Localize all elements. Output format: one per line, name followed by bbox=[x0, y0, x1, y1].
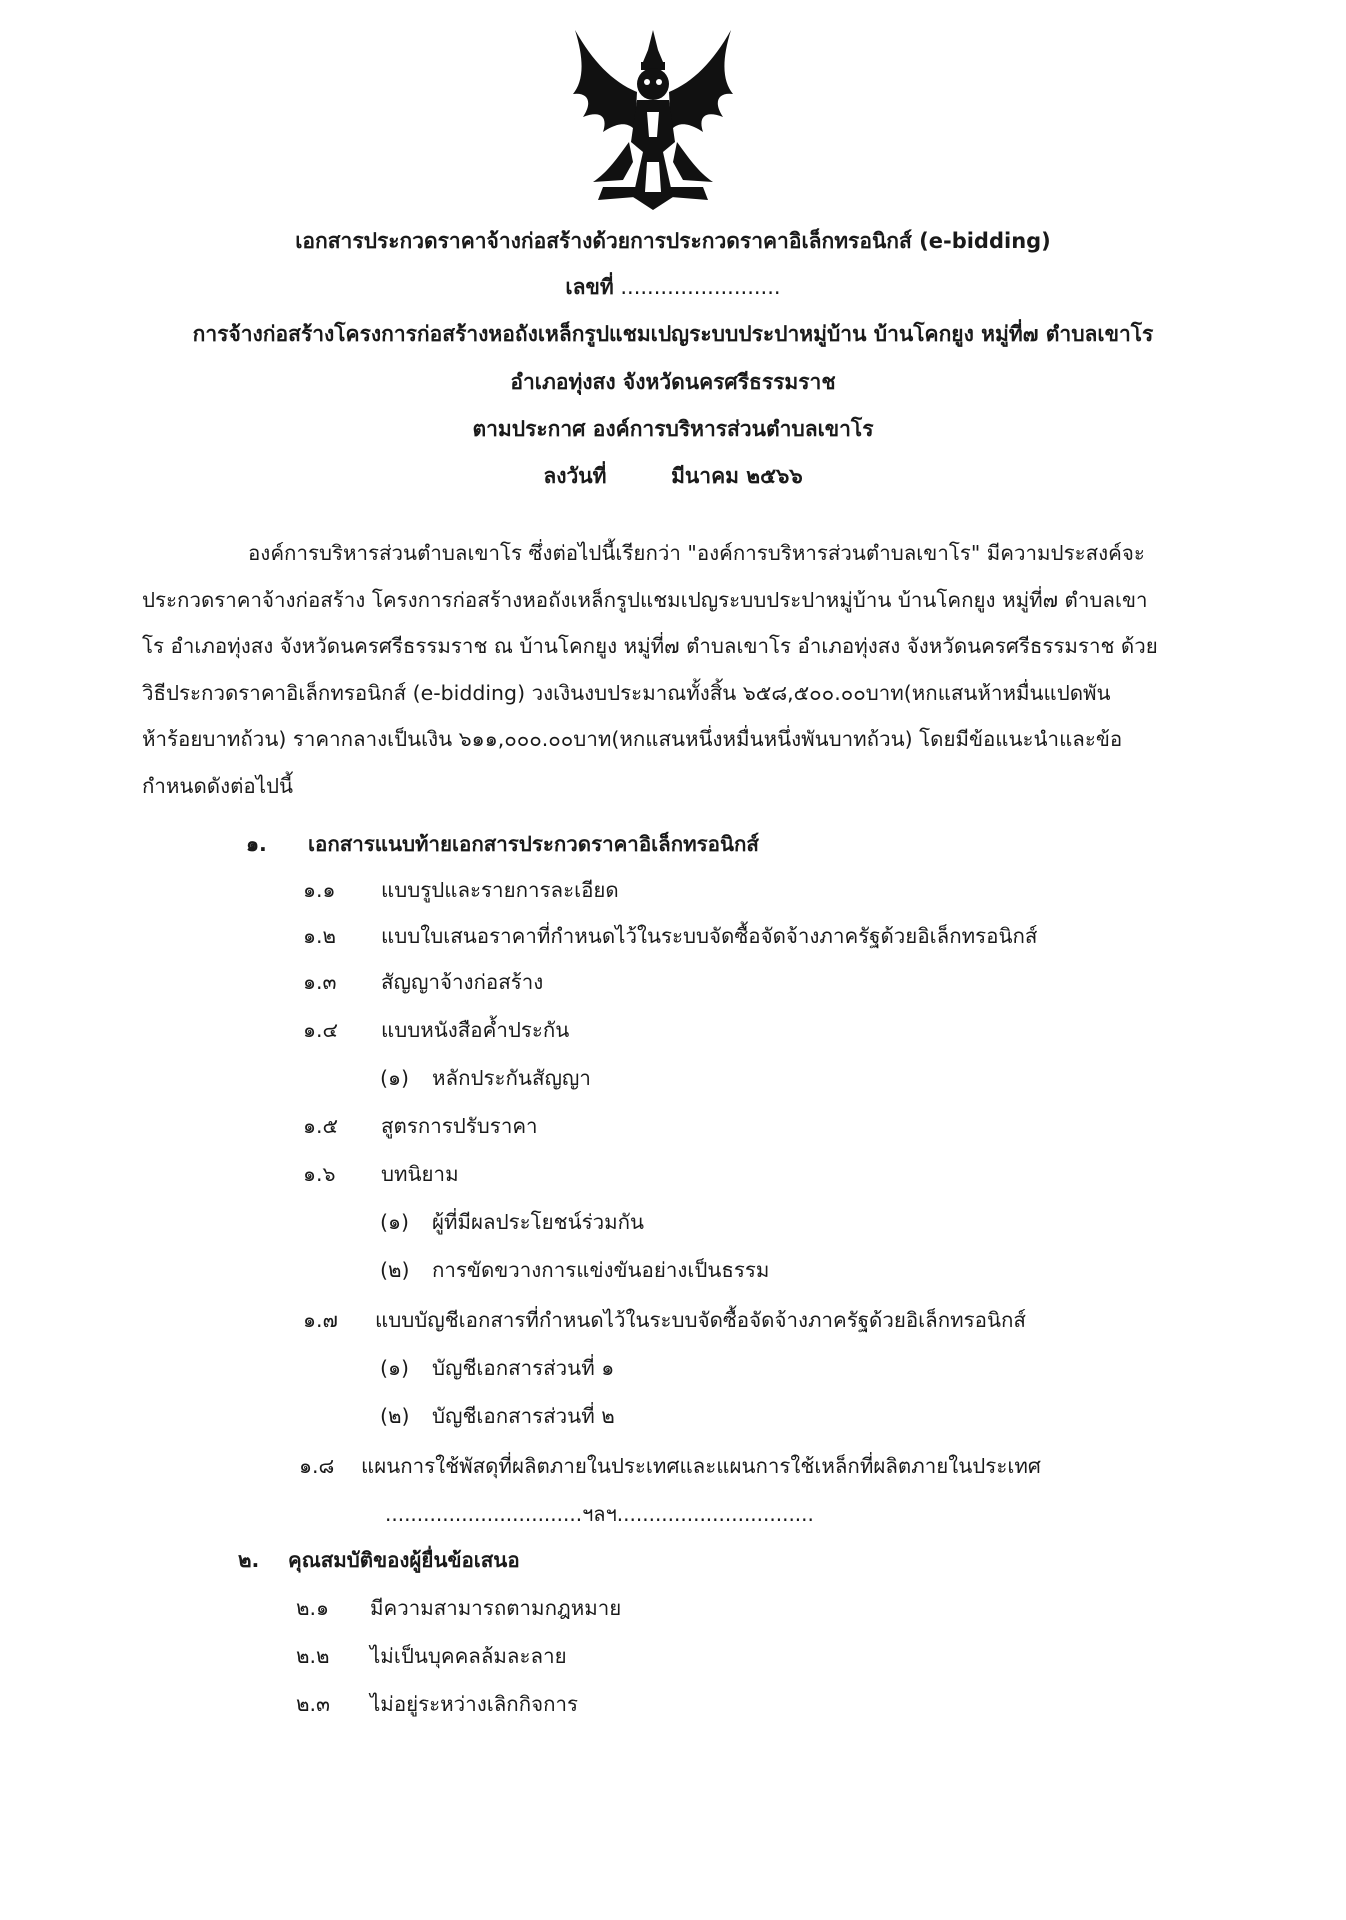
item-text: การขัดขวางการแข่งขันอย่างเป็นธรรม bbox=[432, 1258, 770, 1282]
item-text: บทนิยาม bbox=[381, 1162, 459, 1186]
item-number: ๑.๗ bbox=[303, 1308, 338, 1332]
item-text: ไม่อยู่ระหว่างเลิกกิจการ bbox=[370, 1692, 579, 1716]
announcement-date bbox=[0, 460, 1346, 493]
date-label: ลงวันที่ bbox=[543, 464, 607, 488]
date-value: มีนาคม ๒๕๖๖ bbox=[671, 464, 803, 488]
item-text: แบบรูปและรายการละเอียด bbox=[381, 878, 619, 902]
item-number: ๑.๘ bbox=[299, 1454, 335, 1478]
section-title: คุณสมบัติของผู้ยื่นข้อเสนอ bbox=[288, 1548, 520, 1572]
item-number: ๑.๖ bbox=[303, 1162, 336, 1186]
document-title: เอกสารประกวดราคาจ้างก่อสร้างด้วยการประกวดราคาอิเล็กทรอนิกส์ (e-bidding) bbox=[295, 229, 1051, 253]
section-number: ๑. bbox=[246, 832, 267, 856]
item-number: (๒) bbox=[380, 1404, 410, 1428]
section-title: เอกสารแนบท้ายเอกสารประกวดราคาอิเล็กทรอนิกส์ bbox=[308, 832, 759, 856]
item-text: มีความสามารถตามกฎหมาย bbox=[370, 1596, 622, 1620]
item-text: แบบหนังสือค้ำประกัน bbox=[381, 1018, 570, 1042]
item-number: ๑.๑ bbox=[303, 878, 336, 902]
project-title-line1: การจ้างก่อสร้างโครงการก่อสร้างหอถังเหล็กรูปแชมเปญระบบประปาหมู่บ้าน บ้านโคกยูง หมู่ที่๗ ตำบลเขาโร bbox=[192, 322, 1154, 346]
item-number: ๑.๔ bbox=[303, 1018, 339, 1042]
item-number: ๒.๑ bbox=[296, 1596, 330, 1620]
project-title-line2: อำเภอทุ่งสง จังหวัดนครศรีธรรมราช bbox=[510, 370, 836, 394]
document-number bbox=[0, 271, 1346, 304]
item-text: ผู้ที่มีผลประโยชน์ร่วมกัน bbox=[432, 1210, 645, 1234]
item-text: หลักประกันสัญญา bbox=[432, 1066, 591, 1090]
item-number: ๒.๓ bbox=[296, 1692, 331, 1716]
item-number: (๑) bbox=[380, 1066, 410, 1090]
intro-paragraph bbox=[142, 530, 1182, 809]
etc-line: ...............................ฯลฯ............................... bbox=[385, 1502, 814, 1526]
item-text: สูตรการปรับราคา bbox=[381, 1114, 538, 1138]
item-number: ๑.๕ bbox=[303, 1114, 339, 1138]
item-text: แบบบัญชีเอกสารที่กำหนดไว้ในระบบจัดซื้อจัดจ้างภาครัฐด้วยอิเล็กทรอนิกส์ bbox=[375, 1308, 1026, 1332]
item-text: แผนการใช้พัสดุที่ผลิตภายในประเทศและแผนการใช้เหล็กที่ผลิตภายในประเทศ bbox=[361, 1454, 1041, 1478]
intro-line: องค์การบริหารส่วนตำบลเขาโร ซึ่งต่อไปนี้เรียกว่า "องค์การบริหารส่วนตำบลเขาโร" มีความประสงค์จะ bbox=[248, 541, 1145, 565]
item-text: แบบใบเสนอราคาที่กำหนดไว้ในระบบจัดซื้อจัดจ้างภาครัฐด้วยอิเล็กทรอนิกส์ bbox=[381, 924, 1038, 948]
item-number: ๒.๒ bbox=[296, 1644, 330, 1668]
intro-line: ห้าร้อยบาทถ้วน) ราคากลางเป็นเงิน ๖๑๑,๐๐๐.๐๐บาท(หกแสนหนึ่งหมื่นหนึ่งพันบาทถ้วน) โดยมีข้อแนะนำและข้อ bbox=[142, 727, 1123, 751]
item-number: ๑.๒ bbox=[303, 924, 337, 948]
item-number: (๑) bbox=[380, 1210, 410, 1234]
item-text: บัญชีเอกสารส่วนที่ ๑ bbox=[432, 1356, 615, 1380]
announcement-line: ตามประกาศ องค์การบริหารส่วนตำบลเขาโร bbox=[472, 417, 874, 441]
item-text: สัญญาจ้างก่อสร้าง bbox=[381, 970, 544, 994]
intro-line: ประกวดราคาจ้างก่อสร้าง โครงการก่อสร้างหอถังเหล็กรูปแชมเปญระบบประปาหมู่บ้าน บ้านโคกยูง หมู่ที่๗ ตำบลเขา bbox=[142, 587, 1148, 612]
garuda-emblem-icon bbox=[563, 22, 743, 217]
document-number-label: เลขที่ bbox=[565, 275, 614, 299]
item-number: (๒) bbox=[380, 1258, 410, 1282]
item-number: ๑.๓ bbox=[303, 970, 337, 994]
section-number: ๒. bbox=[238, 1548, 260, 1572]
item-number: (๑) bbox=[380, 1356, 410, 1380]
item-text: ไม่เป็นบุคคลล้มละลาย bbox=[370, 1644, 567, 1668]
intro-line: โร อำเภอทุ่งสง จังหวัดนครศรีธรรมราช ณ บ้านโคกยูง หมู่ที่๗ ตำบลเขาโร อำเภอทุ่งสง จังหวัดนครศรีธรรมราช ด้วย bbox=[142, 634, 1158, 658]
intro-line: กำหนดดังต่อไปนี้ bbox=[142, 773, 294, 798]
item-text: บัญชีเอกสารส่วนที่ ๒ bbox=[432, 1404, 615, 1428]
intro-line: วิธีประกวดราคาอิเล็กทรอนิกส์ (e-bidding) วงเงินงบประมาณทั้งสิ้น ๖๕๘,๕๐๐.๐๐บาท(หกแสนห้าหมื่นแปดพัน bbox=[142, 680, 1111, 705]
document-number-value: ........................ bbox=[620, 275, 781, 299]
